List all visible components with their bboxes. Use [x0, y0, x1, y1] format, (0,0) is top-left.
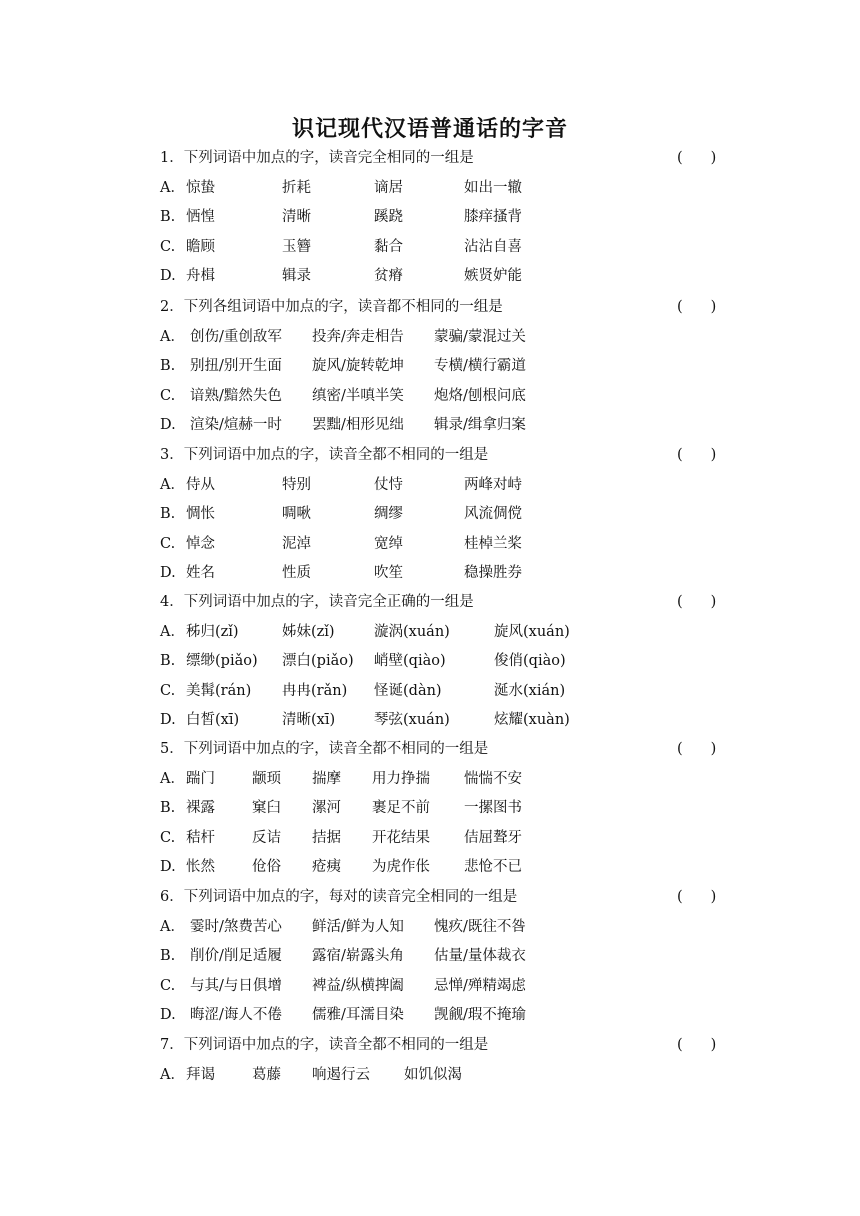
option-term: 裸露	[186, 800, 215, 817]
answer-paren-close: )	[710, 594, 717, 610]
option-label: C.	[160, 977, 176, 994]
option-term: 佶屈聱牙	[464, 829, 522, 846]
answer-blank[interactable]	[677, 737, 716, 761]
option-row	[0, 325, 860, 349]
option-term: 愧疚/既往不咎	[434, 918, 526, 935]
option-term: 瞻顾	[186, 238, 215, 255]
option-row	[0, 532, 860, 556]
question-stem: 3．下列词语中加点的字，读音全都不相同的一组是	[160, 447, 489, 463]
option-term: 怅然	[186, 859, 215, 876]
answer-paren-open: (	[677, 1037, 683, 1053]
option-label: C.	[160, 535, 176, 552]
option-term: 舟楫	[186, 268, 215, 285]
option-term: 风流倜傥	[464, 506, 522, 523]
option-term: 姊妹(zǐ)	[282, 623, 335, 640]
question-stem-line	[0, 295, 860, 319]
option-label: B.	[160, 358, 176, 375]
option-term: 特别	[282, 476, 311, 493]
option-row	[0, 502, 860, 526]
answer-paren-open: (	[677, 447, 683, 463]
option-term: 姓名	[186, 565, 215, 582]
option-term: 一摞图书	[464, 800, 522, 817]
option-label: C.	[160, 682, 176, 699]
option-row	[0, 826, 860, 850]
option-term: 漩涡(xuán)	[374, 623, 450, 640]
option-term: 拜谒	[186, 1066, 215, 1083]
option-term: 沾沾自喜	[464, 238, 522, 255]
option-term: 美髯(rán)	[186, 682, 252, 699]
option-label: C.	[160, 238, 176, 255]
option-label: C.	[160, 387, 176, 404]
option-term: 恓惶	[186, 209, 215, 226]
option-term: 惊蛰	[186, 179, 215, 196]
option-term: 裹足不前	[372, 800, 430, 817]
option-row	[0, 855, 860, 879]
option-term: 用力挣揣	[372, 770, 430, 787]
question-stem-line	[0, 737, 860, 761]
option-term: 旋风(xuán)	[494, 623, 570, 640]
option-label: A．	[160, 623, 185, 640]
answer-paren-open: (	[677, 150, 683, 166]
option-label: D.	[160, 1007, 176, 1024]
option-label: B.	[160, 800, 176, 817]
answer-paren-close: )	[710, 1037, 717, 1053]
option-label: D.	[160, 268, 176, 285]
option-term: 拮据	[312, 829, 341, 846]
option-term: 谙熟/黯然失色	[190, 387, 282, 404]
option-term: 峭壁(qiào)	[374, 653, 446, 670]
option-term: 削价/削足适履	[190, 948, 282, 965]
answer-blank[interactable]	[677, 443, 716, 467]
option-term: 秸杆	[186, 829, 215, 846]
option-term: 泥淖	[282, 535, 311, 552]
option-label: A．	[160, 476, 185, 493]
option-row	[0, 235, 860, 259]
option-row	[0, 767, 860, 791]
option-label: B.	[160, 653, 176, 670]
page-title: 识记现代汉语普通话的字音	[291, 116, 568, 142]
option-term: 估量/量体裁衣	[434, 948, 526, 965]
option-row	[0, 384, 860, 408]
option-row	[0, 264, 860, 288]
option-term: 窠臼	[252, 800, 281, 817]
option-term: 清晰(xī)	[282, 712, 336, 729]
option-term: 漂白(piǎo)	[282, 653, 354, 670]
option-label: A．	[160, 328, 185, 345]
option-term: 折耗	[282, 179, 311, 196]
answer-blank[interactable]	[677, 146, 716, 170]
option-term: 吹笙	[374, 565, 403, 582]
option-term: 创伤/重创敌军	[190, 328, 282, 345]
answer-blank[interactable]	[677, 1033, 716, 1057]
option-label: A．	[160, 179, 185, 196]
option-term: 晦涩/诲人不倦	[190, 1007, 282, 1024]
option-term: 开花结果	[372, 829, 430, 846]
option-term: 性质	[282, 565, 311, 582]
option-term: 缥缈(piǎo)	[186, 653, 258, 670]
option-row	[0, 176, 860, 200]
option-term: 琴弦(xuán)	[374, 712, 450, 729]
option-term: 漯河	[312, 800, 341, 817]
option-term: 觊觎/瑕不掩瑜	[434, 1007, 526, 1024]
option-term: 罢黜/相形见绌	[312, 417, 404, 434]
option-term: 稳操胜券	[464, 565, 522, 582]
option-term: 辑录/缉拿归案	[434, 417, 526, 434]
option-label: D.	[160, 417, 176, 434]
option-term: 与其/与日俱增	[190, 977, 282, 994]
question-stem-line	[0, 146, 860, 170]
option-term: 儒雅/耳濡目染	[312, 1007, 404, 1024]
option-row	[0, 561, 860, 585]
option-term: 炫耀(xuàn)	[494, 712, 570, 729]
question-stem-line	[0, 885, 860, 909]
option-term: 鲜活/鲜为人知	[312, 918, 404, 935]
option-term: 投奔/奔走相告	[312, 328, 404, 345]
option-term: 葛藤	[252, 1066, 281, 1083]
option-term: 秭归(zǐ)	[186, 623, 239, 640]
option-row	[0, 413, 860, 437]
option-row	[0, 1003, 860, 1027]
question-stem: 2．下列各组词语中加点的字，读音都不相同的一组是	[160, 299, 503, 315]
option-term: 反诘	[252, 829, 281, 846]
option-term: 贫瘠	[374, 268, 403, 285]
option-row	[0, 205, 860, 229]
option-term: 谪居	[374, 179, 403, 196]
option-term: 辑录	[282, 268, 311, 285]
option-row	[0, 649, 860, 673]
option-term: 疮痍	[312, 859, 341, 876]
option-label: B.	[160, 948, 176, 965]
option-term: 嫉贤妒能	[464, 268, 522, 285]
option-term: 霎时/煞费苦心	[190, 918, 282, 935]
option-term: 桂棹兰桨	[464, 535, 522, 552]
option-label: D.	[160, 712, 176, 729]
option-term: 蒙骗/蒙混过关	[434, 328, 526, 345]
option-term: 绸缪	[374, 506, 403, 523]
option-term: 渲染/煊赫一时	[190, 417, 282, 434]
option-term: 如饥似渴	[404, 1066, 462, 1083]
option-term: 悲怆不已	[464, 859, 522, 876]
option-term: 惴惴不安	[464, 770, 522, 787]
option-row	[0, 679, 860, 703]
answer-paren-open: (	[677, 889, 683, 905]
option-term: 玉簪	[282, 238, 311, 255]
question-stem: 7．下列词语中加点的字，读音全都不相同的一组是	[160, 1037, 489, 1053]
option-row	[0, 944, 860, 968]
question-stem: 6．下列词语中加点的字，每对的读音完全相同的一组是	[160, 889, 518, 905]
option-term: 响遏行云	[312, 1066, 370, 1083]
question-stem-line	[0, 1033, 860, 1057]
answer-paren-open: (	[677, 594, 683, 610]
option-term: 缜密/半嗔半笑	[312, 387, 404, 404]
option-term: 露宿/崭露头角	[312, 948, 404, 965]
option-term: 如出一辙	[464, 179, 522, 196]
option-term: 炮烙/刨根问底	[434, 387, 526, 404]
option-row	[0, 354, 860, 378]
option-term: 膝痒搔背	[464, 209, 522, 226]
option-term: 悼念	[186, 535, 215, 552]
option-term: 怪诞(dàn)	[374, 682, 442, 699]
option-label: C.	[160, 829, 176, 846]
answer-paren-close: )	[710, 447, 717, 463]
answer-paren-close: )	[710, 889, 717, 905]
option-term: 别扭/别开生面	[190, 358, 282, 375]
option-term: 两峰对峙	[464, 476, 522, 493]
option-row	[0, 620, 860, 644]
option-term: 专横/横行霸道	[434, 358, 526, 375]
answer-paren-close: )	[710, 741, 717, 757]
option-term: 冉冉(rǎn)	[282, 682, 348, 699]
answer-paren-close: )	[710, 299, 717, 315]
question-stem-line	[0, 443, 860, 467]
option-row	[0, 1063, 860, 1087]
option-row	[0, 796, 860, 820]
question-stem: 5．下列词语中加点的字，读音全都不相同的一组是	[160, 741, 489, 757]
option-term: 啁啾	[282, 506, 311, 523]
option-term: 惆怅	[186, 506, 215, 523]
answer-blank[interactable]	[677, 295, 716, 319]
option-term: 仗恃	[374, 476, 403, 493]
option-term: 颛顼	[252, 770, 281, 787]
option-term: 旋风/旋转乾坤	[312, 358, 404, 375]
option-label: A．	[160, 770, 185, 787]
answer-blank[interactable]	[677, 590, 716, 614]
answer-paren-close: )	[710, 150, 717, 166]
option-term: 清晰	[282, 209, 311, 226]
answer-paren-open: (	[677, 741, 683, 757]
question-stem-line	[0, 590, 860, 614]
answer-blank[interactable]	[677, 885, 716, 909]
option-term: 踹门	[186, 770, 215, 787]
option-label: A．	[160, 1066, 185, 1083]
option-label: B.	[160, 506, 176, 523]
option-term: 俊俏(qiào)	[494, 653, 566, 670]
option-row	[0, 708, 860, 732]
option-term: 忌惮/殚精竭虑	[434, 977, 526, 994]
option-label: A．	[160, 918, 185, 935]
option-term: 伧俗	[252, 859, 281, 876]
option-term: 蹊跷	[374, 209, 403, 226]
option-term: 为虎作伥	[372, 859, 430, 876]
option-label: D.	[160, 859, 176, 876]
option-term: 白皙(xī)	[186, 712, 240, 729]
option-term: 黏合	[374, 238, 403, 255]
option-term: 裨益/纵横捭阖	[312, 977, 404, 994]
option-term: 宽绰	[374, 535, 403, 552]
option-term: 涎水(xián)	[494, 682, 566, 699]
option-label: D.	[160, 565, 176, 582]
answer-paren-open: (	[677, 299, 683, 315]
option-term: 侍从	[186, 476, 215, 493]
option-row	[0, 915, 860, 939]
option-label: B.	[160, 209, 176, 226]
question-stem: 4．下列词语中加点的字，读音完全正确的一组是	[160, 594, 474, 610]
option-row	[0, 473, 860, 497]
question-stem: 1．下列词语中加点的字，读音完全相同的一组是	[160, 150, 474, 166]
option-row	[0, 974, 860, 998]
option-term: 揣摩	[312, 770, 341, 787]
